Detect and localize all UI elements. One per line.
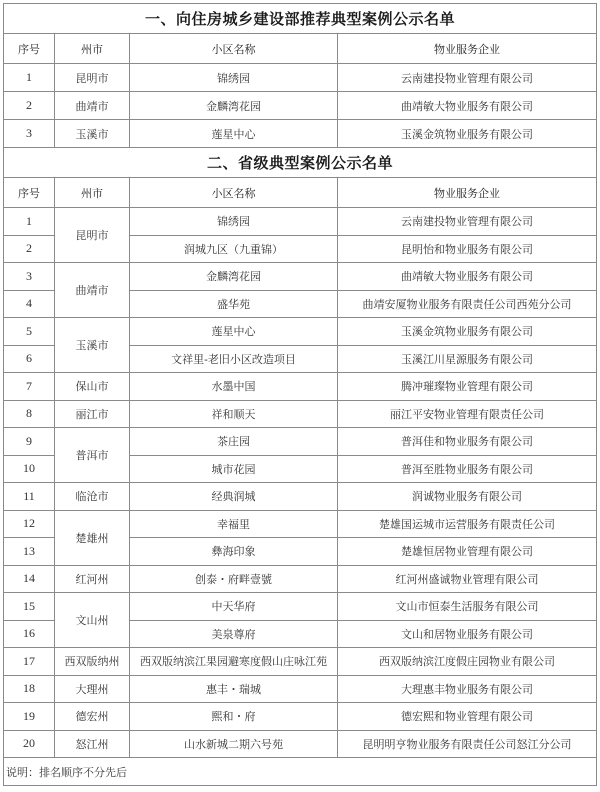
- row-no: 1: [4, 208, 55, 236]
- row-company: 玉溪金筑物业服务有限公司: [338, 120, 597, 148]
- row-company: 楚雄恒居物业管理有限公司: [338, 538, 597, 566]
- row-no: 3: [4, 120, 55, 148]
- section1-header-row: [4, 34, 597, 64]
- row-no: 14: [4, 565, 55, 593]
- section1-title-row: [4, 4, 597, 34]
- header-community: 小区名称: [130, 34, 338, 64]
- row-no: 7: [4, 373, 55, 401]
- row-community: 幸福里: [130, 510, 338, 538]
- row-no: 15: [4, 593, 55, 621]
- row-community: 城市花园: [130, 455, 338, 483]
- row-community: 莲星中心: [130, 120, 338, 148]
- table-row: [4, 730, 597, 758]
- table-row: [4, 483, 597, 511]
- row-no: 18: [4, 675, 55, 703]
- row-no: 2: [4, 235, 55, 263]
- row-no: 2: [4, 92, 55, 120]
- header-community: 小区名称: [130, 178, 338, 208]
- row-community: 文祥里-老旧小区改造项目: [130, 345, 338, 373]
- section2-title-row: [4, 148, 597, 178]
- table-row: [4, 675, 597, 703]
- row-city: 普洱市: [55, 428, 130, 483]
- row-no: 16: [4, 620, 55, 648]
- table-row: [4, 263, 597, 291]
- row-city: 大理州: [55, 675, 130, 703]
- row-company: 昆明怡和物业服务有限公司: [338, 235, 597, 263]
- row-company: 大理惠丰物业服务有限公司: [338, 675, 597, 703]
- row-city: 曲靖市: [55, 263, 130, 318]
- row-no: 9: [4, 428, 55, 456]
- row-no: 12: [4, 510, 55, 538]
- row-community: 惠丰・瑞城: [130, 675, 338, 703]
- table-row: [4, 92, 597, 120]
- row-company: 玉溪金筑物业服务有限公司: [338, 318, 597, 346]
- row-city: 德宏州: [55, 703, 130, 731]
- row-city: 丽江市: [55, 400, 130, 428]
- table-row: [4, 64, 597, 92]
- row-no: 20: [4, 730, 55, 758]
- row-community: 金麟湾花园: [130, 263, 338, 291]
- section2-header-row: [4, 178, 597, 208]
- row-no: 6: [4, 345, 55, 373]
- row-community: 水墨中国: [130, 373, 338, 401]
- row-city: 临沧市: [55, 483, 130, 511]
- row-community: 创泰・府畔壹號: [130, 565, 338, 593]
- row-no: 1: [4, 64, 55, 92]
- row-city: 玉溪市: [55, 318, 130, 373]
- row-company: 昆明明亨物业服务有限责任公司怒江分公司: [338, 730, 597, 758]
- row-community: 彝海印象: [130, 538, 338, 566]
- note-row: [4, 758, 597, 786]
- row-city: 昆明市: [55, 208, 130, 263]
- row-community: 山水新城二期六号苑: [130, 730, 338, 758]
- table-row: [4, 565, 597, 593]
- table-row: [4, 510, 597, 538]
- case-list-table: [3, 3, 597, 786]
- row-community: 经典润城: [130, 483, 338, 511]
- row-community: 金麟湾花园: [130, 92, 338, 120]
- note-text: 说明：排名顺序不分先后: [4, 758, 597, 786]
- row-company: 润诚物业服务有限公司: [338, 483, 597, 511]
- row-no: 13: [4, 538, 55, 566]
- row-no: 11: [4, 483, 55, 511]
- row-city: 怒江州: [55, 730, 130, 758]
- header-city: 州市: [55, 178, 130, 208]
- table-row: [4, 428, 597, 456]
- row-community: 熙和・府: [130, 703, 338, 731]
- header-no: 序号: [4, 178, 55, 208]
- row-city: 楚雄州: [55, 510, 130, 565]
- row-no: 19: [4, 703, 55, 731]
- row-company: 西双版纳滨江度假庄园物业有限公司: [338, 648, 597, 676]
- row-company: 腾冲璀璨物业管理有限公司: [338, 373, 597, 401]
- row-no: 8: [4, 400, 55, 428]
- row-company: 曲靖敏大物业服务有限公司: [338, 263, 597, 291]
- table-row: [4, 208, 597, 236]
- row-city: 保山市: [55, 373, 130, 401]
- table-row: [4, 703, 597, 731]
- document-page: [3, 3, 596, 786]
- header-no: 序号: [4, 34, 55, 64]
- table-row: [4, 593, 597, 621]
- row-community: 美泉尊府: [130, 620, 338, 648]
- row-city: 玉溪市: [55, 120, 130, 148]
- row-company: 玉溪江川星源服务有限公司: [338, 345, 597, 373]
- row-city: 西双版纳州: [55, 648, 130, 676]
- table-row: [4, 120, 597, 148]
- row-company: 普洱佳和物业服务有限公司: [338, 428, 597, 456]
- header-company: 物业服务企业: [338, 178, 597, 208]
- row-community: 中天华府: [130, 593, 338, 621]
- row-community: 润城九区（九重锦）: [130, 235, 338, 263]
- row-company: 云南建投物业管理有限公司: [338, 64, 597, 92]
- row-no: 10: [4, 455, 55, 483]
- table-row: [4, 318, 597, 346]
- header-company: 物业服务企业: [338, 34, 597, 64]
- row-no: 3: [4, 263, 55, 291]
- row-community: 祥和顺天: [130, 400, 338, 428]
- row-city: 曲靖市: [55, 92, 130, 120]
- row-company: 丽江平安物业管理有限责任公司: [338, 400, 597, 428]
- table-row: [4, 648, 597, 676]
- row-company: 红河州盛诚物业管理有限公司: [338, 565, 597, 593]
- row-company: 云南建投物业管理有限公司: [338, 208, 597, 236]
- row-company: 楚雄国运城市运营服务有限责任公司: [338, 510, 597, 538]
- section1-title: 一、向住房城乡建设部推荐典型案例公示名单: [4, 4, 597, 34]
- row-company: 曲靖安厦物业服务有限责任公司西苑分公司: [338, 290, 597, 318]
- row-community: 西双版纳滨江果园避寒度假山庄咏江苑: [130, 648, 338, 676]
- row-community: 茶庄园: [130, 428, 338, 456]
- row-no: 5: [4, 318, 55, 346]
- row-company: 曲靖敏大物业服务有限公司: [338, 92, 597, 120]
- row-company: 普洱至胜物业服务有限公司: [338, 455, 597, 483]
- section2-title: 二、省级典型案例公示名单: [4, 148, 597, 178]
- table-row: [4, 400, 597, 428]
- row-community: 锦绣园: [130, 64, 338, 92]
- row-community: 莲星中心: [130, 318, 338, 346]
- row-no: 4: [4, 290, 55, 318]
- row-company: 文山市恒泰生活服务有限公司: [338, 593, 597, 621]
- row-city: 文山州: [55, 593, 130, 648]
- row-company: 文山和居物业服务有限公司: [338, 620, 597, 648]
- row-city: 红河州: [55, 565, 130, 593]
- row-company: 德宏熙和物业管理有限公司: [338, 703, 597, 731]
- table-row: [4, 373, 597, 401]
- row-no: 17: [4, 648, 55, 676]
- row-community: 锦绣园: [130, 208, 338, 236]
- header-city: 州市: [55, 34, 130, 64]
- row-community: 盛华苑: [130, 290, 338, 318]
- row-city: 昆明市: [55, 64, 130, 92]
